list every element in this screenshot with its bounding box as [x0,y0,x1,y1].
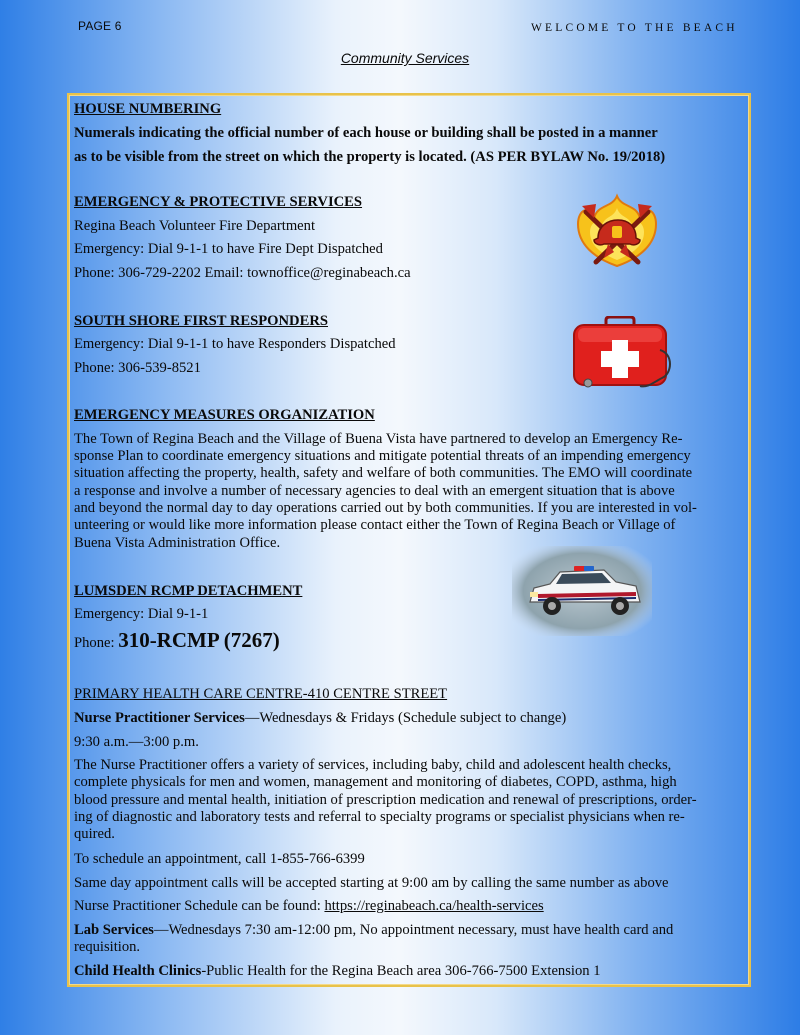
emo-paragraph-line: Buena Vista Administration Office. [74,535,281,551]
fire-dept-emergency: Emergency: Dial 9-1-1 to have Fire Dept Dispatched [74,241,383,257]
rcmp-heading: LUMSDEN RCMP DETACHMENT [74,583,303,599]
police-vehicle-image [512,546,652,636]
schedule-appointment: To schedule an appointment, call 1-855-766-6399 [74,851,365,867]
nurse-practitioner-label: Nurse Practitioner Services [74,710,245,726]
first-responders-heading: SOUTH SHORE FIRST RESPONDERS [74,313,328,329]
lab-services [74,921,673,939]
nurse-practitioner-description-line: blood pressure and mental health, initiation of prescription medication and renewal of prescriptions, order- [74,792,697,808]
child-health-text: -Public Health for the Regina Beach area 306-766-7500 Extension 1 [201,963,601,979]
emo-heading: EMERGENCY MEASURES ORGANIZATION [74,407,375,423]
emo-paragraph-line: situation affecting the property, health, safety and welfare of both communities. The EMO will coordinate [74,465,693,481]
emo-paragraph-line: The Town of Regina Beach and the Village of Buena Vista have partnered to develop an Emergency Re- [74,431,683,447]
nurse-practitioner-days: —Wednesdays & Fridays (Schedule subject to change) [244,710,567,726]
emergency-protective-heading: EMERGENCY & PROTECTIVE SERVICES [74,194,363,210]
page-title: Community Services [340,50,470,66]
child-health-clinics [74,962,601,980]
fire-dept-contact: Phone: 306-729-2202 Email: townoffice@reginabeach.ca [74,265,411,281]
fire-department-emblem-icon [572,192,662,274]
schedule-location-label: Nurse Practitioner Schedule can be found: [74,898,325,914]
first-responders-emergency: Emergency: Dial 9-1-1 to have Responders Dispatched [74,336,396,352]
emo-paragraph-line: unteering or would like more information please contact either the Town of Regina Beach or Village of [74,517,676,533]
nurse-practitioner-services [74,709,566,727]
schedule-location [74,897,544,915]
lab-services-text: —Wednesdays 7:30 am-12:00 pm, No appointment necessary, must have health card and [153,922,674,938]
nurse-practitioner-hours: 9:30 a.m.—3:00 p.m. [74,734,199,750]
emo-paragraph-line: a response and involve a number of necessary agencies to deal with an emergent situation that is above [74,483,675,499]
health-centre-heading: PRIMARY HEALTH CARE CENTRE-410 CENTRE STREET [74,686,448,702]
rcmp-phone-label: Phone: [74,635,119,651]
same-day-appointments: Same day appointment calls will be accepted starting at 9:00 am by calling the same number as above [74,875,669,891]
lab-services-continued: requisition. [74,939,141,955]
first-aid-kit-icon [570,316,676,392]
nurse-practitioner-description-line: complete physicals for men and women, management and monitoring of diabetes, COPD, asthma, high [74,774,677,790]
rcmp-phone-number: 310-RCMP (7267) [118,628,280,652]
page-number: PAGE 6 [78,19,122,33]
nurse-practitioner-description-line: quired. [74,826,115,842]
first-responders-phone: Phone: 306-539-8521 [74,360,201,376]
running-title: WELCOME TO THE BEACH [531,22,738,34]
health-services-link[interactable]: https://reginabeach.ca/health-services [324,898,544,914]
fire-dept-name: Regina Beach Volunteer Fire Department [74,218,315,234]
emo-paragraph-line: and beyond the normal day to day operations carried out by both communities. If you are interested in vol- [74,500,697,516]
child-health-label: Child Health Clinics [74,963,202,979]
rcmp-emergency: Emergency: Dial 9-1-1 [74,606,209,622]
house-numbering-line-1: Numerals indicating the official number of each house or building shall be posted in a manner [74,125,658,141]
rcmp-phone [74,628,280,655]
emo-paragraph-line: sponse Plan to coordinate emergency situations and mitigate potential threats of an impending emergency [74,448,691,464]
nurse-practitioner-description-line: The Nurse Practitioner offers a variety of services, including baby, child and adolescent health checks, [74,757,672,773]
house-numbering-line-2: as to be visible from the street on which the property is located. (AS PER BYLAW No. 19/2018) [74,149,666,165]
nurse-practitioner-description-line: ing of diagnostic and laboratory tests and referral to specialty programs or specialist physicians when re- [74,809,685,825]
lab-services-label: Lab Services [74,922,154,938]
house-numbering-heading: HOUSE NUMBERING [74,101,222,117]
